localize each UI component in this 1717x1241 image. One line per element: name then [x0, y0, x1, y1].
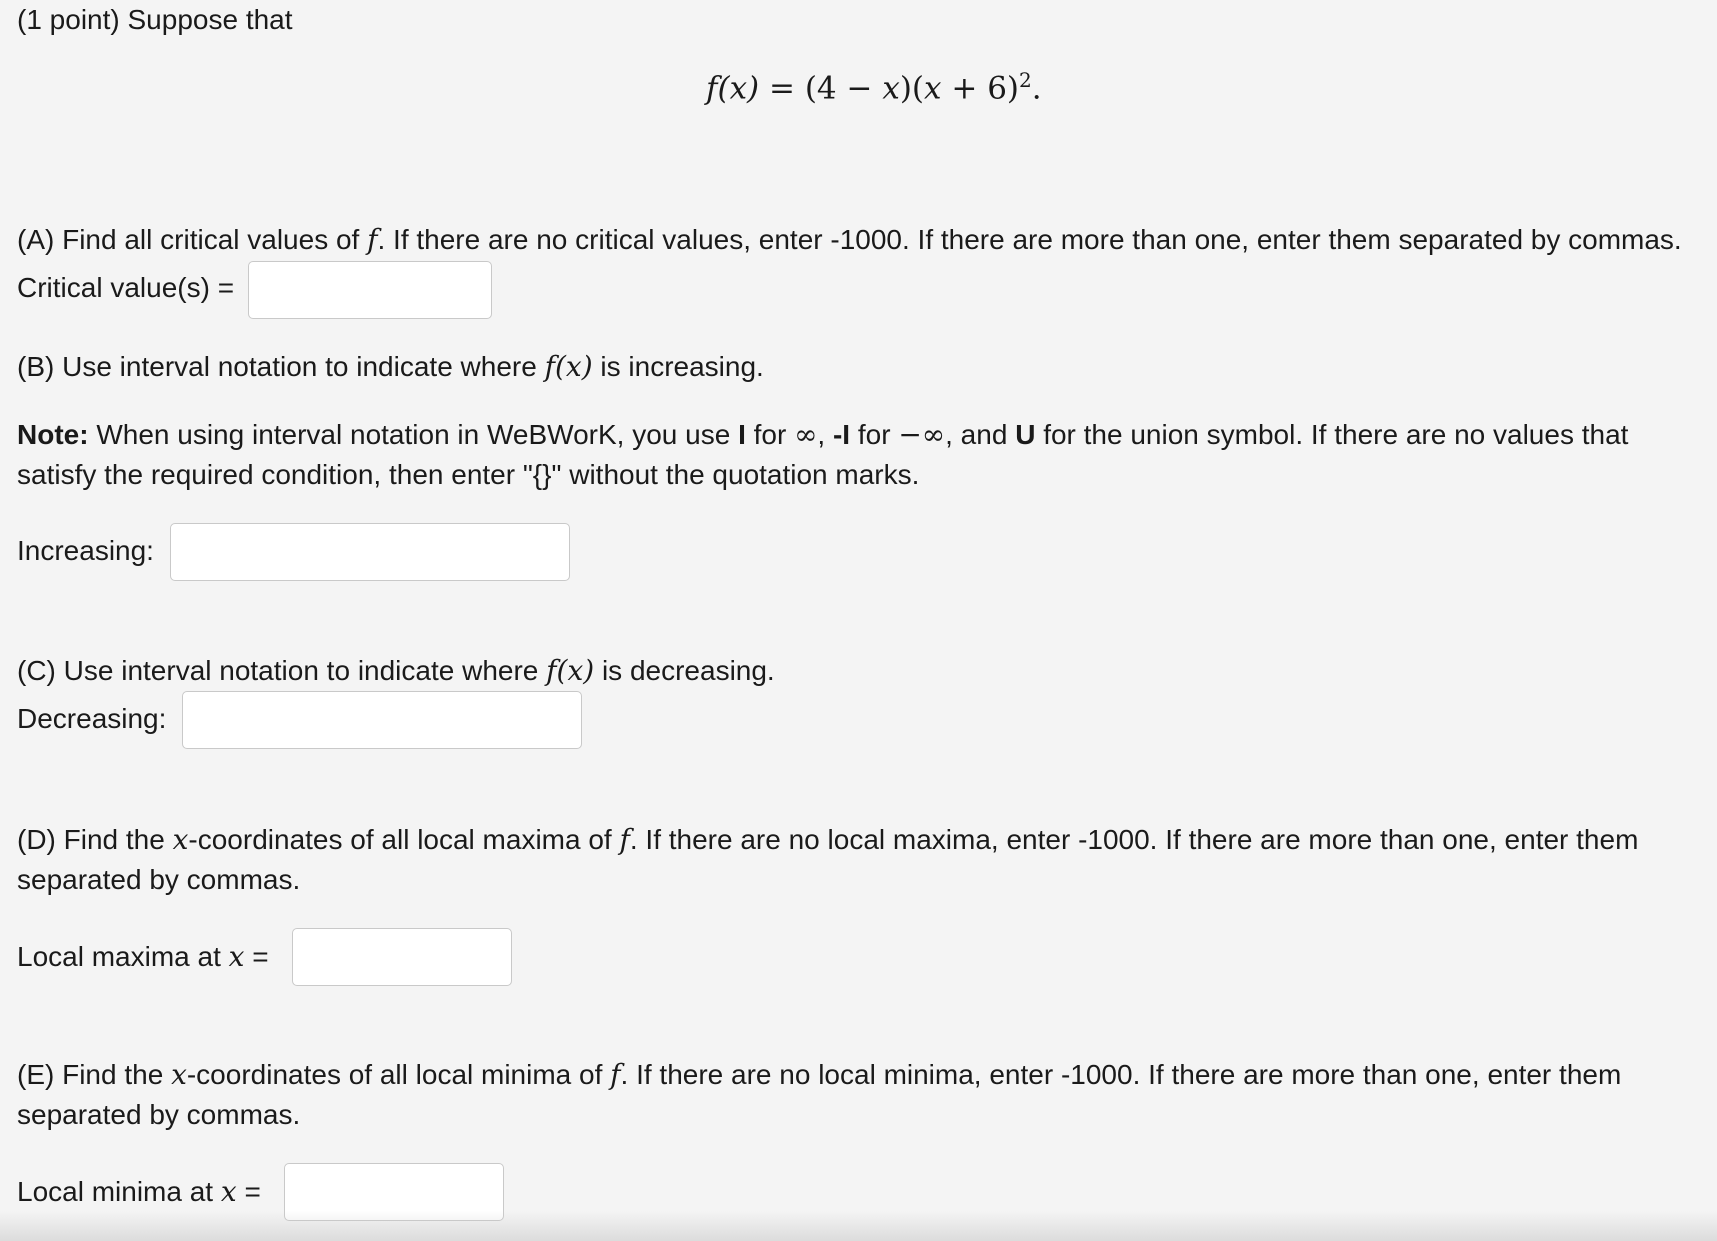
part-e-text: (E) Find the — [17, 1059, 172, 1090]
note-text: for the union symbol. If there are no values that — [1035, 419, 1629, 450]
part-b-text-2: is increasing. — [592, 351, 764, 382]
function-equation — [706, 68, 1042, 106]
part-b-fx: f(x) — [544, 350, 593, 383]
part-e-line2: separated by commas. — [17, 1099, 301, 1130]
part-a-f: f — [367, 223, 378, 256]
interval-note-line2: satisfy the required condition, then enter "{}" without the quotation marks. — [17, 459, 920, 490]
local-minima-label-text: Local minima at — [17, 1176, 221, 1207]
part-e-x: x — [171, 1058, 187, 1091]
increasing-label: Increasing: — [17, 535, 154, 566]
part-d-text-2: -coordinates of all local maxima of — [188, 824, 620, 855]
equation-part: )( — [899, 70, 925, 107]
part-b-question — [17, 350, 764, 383]
local-maxima-label-text: Local maxima at — [17, 941, 229, 972]
note-text: , — [817, 419, 833, 450]
equation-var: x — [924, 70, 942, 107]
local-maxima-eq: = — [244, 941, 269, 972]
part-c-fx: f(x) — [546, 654, 595, 687]
note-negI: -I — [832, 419, 851, 450]
note-U: U — [1015, 419, 1036, 450]
critical-values-input[interactable] — [248, 261, 492, 319]
critical-values-label: Critical value(s) = — [17, 272, 235, 303]
equation-exponent: 2 — [1019, 68, 1032, 92]
note-I: I — [738, 419, 746, 450]
part-c-question — [17, 654, 775, 687]
local-maxima-input[interactable] — [292, 928, 512, 986]
part-c-text: (C) Use interval notation to indicate where — [17, 655, 547, 686]
part-a-question — [17, 223, 1682, 256]
part-c-text-2: is decreasing. — [594, 655, 775, 686]
part-e-text-3: . If there are no local minima, enter -1000. If there are more than one, enter them — [620, 1059, 1622, 1090]
part-e-text-2: -coordinates of all local minima of — [186, 1059, 611, 1090]
local-minima-eq: = — [236, 1176, 261, 1207]
increasing-input[interactable] — [170, 523, 570, 581]
local-maxima-x: x — [228, 940, 245, 973]
note-text: When using interval notation in WeBWorK, you use — [88, 419, 739, 450]
interval-note — [17, 418, 1628, 451]
local-maxima-label — [17, 940, 269, 973]
decreasing-label: Decreasing: — [17, 703, 167, 734]
note-text: for — [850, 419, 899, 450]
part-a-text-2: . If there are no critical values, enter -1000. If there are more than one, enter them separated by commas. — [377, 224, 1682, 255]
part-d-f: f — [619, 823, 630, 856]
part-e-f: f — [610, 1058, 621, 1091]
part-b-text: (B) Use interval notation to indicate where — [17, 351, 545, 382]
equation-part: + 6) — [941, 70, 1020, 107]
decreasing-input[interactable] — [182, 691, 582, 749]
part-d-text-3: . If there are no local maxima, enter -1000. If there are more than one, enter them — [629, 824, 1639, 855]
note-text: , and — [945, 419, 1016, 450]
infinity-symbol: ∞ — [794, 418, 818, 451]
part-d-question — [17, 823, 1638, 856]
note-label: Note: — [17, 419, 89, 450]
equation-var: x — [882, 70, 900, 107]
local-minima-x: x — [220, 1175, 237, 1208]
part-d-line2: separated by commas. — [17, 864, 301, 895]
equation-fx: f(x) — [706, 70, 760, 107]
note-text: for — [745, 419, 795, 450]
intro-text: (1 point) Suppose that — [17, 4, 293, 35]
part-e-question — [17, 1058, 1621, 1091]
neg-infinity-symbol: −∞ — [898, 418, 946, 451]
equation-part: . — [1031, 70, 1042, 107]
part-a-text: (A) Find all critical values of — [17, 224, 368, 255]
part-d-text: (D) Find the — [17, 824, 173, 855]
part-d-x: x — [172, 823, 189, 856]
equation-part: = (4 − — [759, 70, 883, 107]
local-minima-label — [17, 1175, 261, 1208]
bottom-shadow — [0, 1211, 1717, 1241]
